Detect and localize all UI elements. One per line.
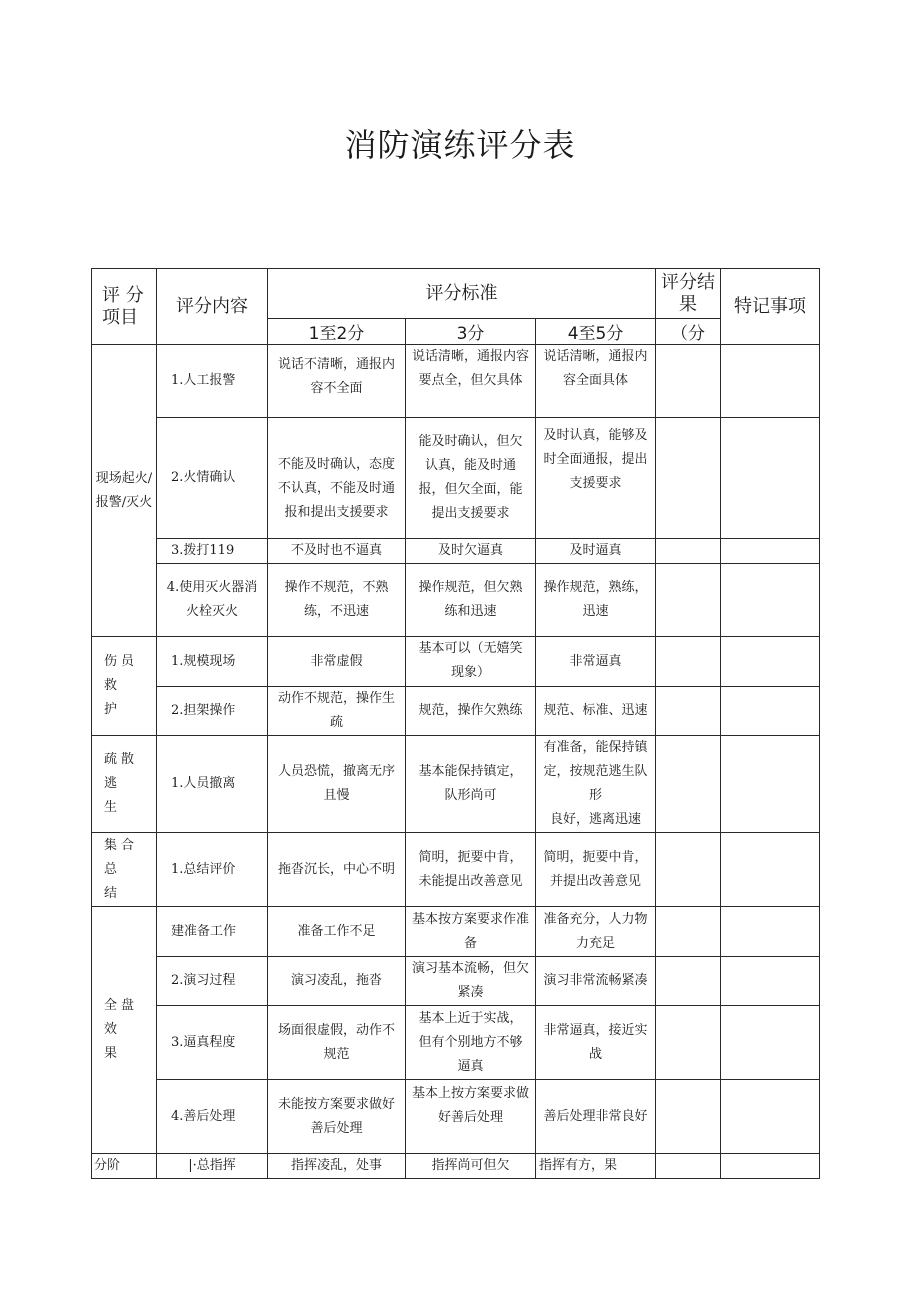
standard-mid: 基本能保持镇定， 队形尚可: [406, 736, 536, 833]
notes-cell[interactable]: [721, 833, 820, 907]
result-cell[interactable]: [656, 564, 721, 637]
standard-high: 说话清晰，通报内 容全面具体: [536, 345, 656, 418]
standard-low: 场面很虚假，动作不 规范: [268, 1006, 406, 1080]
standard-high: 非常逼真，接近实 战: [536, 1006, 656, 1080]
standard-mid: 基本可以（无嬉笑 现象）: [406, 637, 536, 687]
standard-low: 操作不规范，不熟 练，不迅速: [268, 564, 406, 637]
item-cell: 4.善后处理: [157, 1080, 268, 1154]
standard-mid: 操作规范，但欠熟 练和迅速: [406, 564, 536, 637]
standard-mid: 基本上近于实战， 但有个别地方不够 逼真: [406, 1006, 536, 1080]
header-result: 评分结 果: [656, 269, 721, 319]
notes-cell[interactable]: [721, 539, 820, 564]
standard-high: 指挥有方，果: [536, 1154, 656, 1179]
item-cell: 1.人员撤离: [157, 736, 268, 833]
standard-mid: 简明，扼要中肯， 未能提出改善意见: [406, 833, 536, 907]
notes-cell[interactable]: [721, 907, 820, 957]
standard-mid: 基本上按方案要求做 好善后处理: [406, 1080, 536, 1154]
standard-low: 人员恐慌，撤离无序 且慢: [268, 736, 406, 833]
standard-high: 简明，扼要中肯， 并提出改善意见: [536, 833, 656, 907]
item-cell: 2.火情确认: [157, 418, 268, 539]
standard-mid: 规范，操作欠熟练: [406, 687, 536, 736]
page-title: 消防演练评分表: [344, 126, 576, 164]
item-cell: |·总指挥: [157, 1154, 268, 1179]
category-cell: 集合总 结: [92, 833, 157, 907]
result-cell[interactable]: [656, 637, 721, 687]
item-cell: 1.规模现场: [157, 637, 268, 687]
item-cell: 3.拨打119: [157, 539, 268, 564]
standard-mid: 能及时确认，但欠 认真，能及时通 报，但欠全面，能 提出支援要求: [406, 418, 536, 539]
category-cell: 现场起火/ 报警/灭火: [92, 345, 157, 637]
standard-high: 及时认真，能够及 时全面通报，提出 支援要求: [536, 418, 656, 539]
standard-high: 及时逼真: [536, 539, 656, 564]
category-cell: 全盘效 果: [92, 907, 157, 1154]
result-cell[interactable]: [656, 1080, 721, 1154]
header-content: 评分内容: [157, 269, 268, 345]
notes-cell[interactable]: [721, 637, 820, 687]
standard-mid: 及时欠逼真: [406, 539, 536, 564]
standard-low: 准备工作不足: [268, 907, 406, 957]
standard-high: 规范、标准、迅速: [536, 687, 656, 736]
standard-low: 演习凌乱，拖沓: [268, 957, 406, 1006]
item-cell: 4.使用灭火器消 火栓灭火: [157, 564, 268, 637]
standard-mid: 演习基本流畅，但欠 紧凑: [406, 957, 536, 1006]
standard-mid: 说话清晰，通报内容 要点全，但欠具体: [406, 345, 536, 418]
standard-low: 说话不清晰，通报内 容不全面: [268, 345, 406, 418]
header-item: 评 分 项目: [92, 269, 157, 345]
category-cell: 分阶: [92, 1154, 157, 1179]
standard-low: 拖沓沉长，中心不明: [268, 833, 406, 907]
notes-cell[interactable]: [721, 418, 820, 539]
header-notes: 特记事项: [721, 269, 820, 345]
result-cell[interactable]: [656, 833, 721, 907]
notes-cell[interactable]: [721, 957, 820, 1006]
score-table: [91, 268, 820, 1179]
notes-cell[interactable]: [721, 1006, 820, 1080]
notes-cell[interactable]: [721, 736, 820, 833]
item-cell: 建准备工作: [157, 907, 268, 957]
standard-high: 演习非常流畅紧凑: [536, 957, 656, 1006]
category-cell: 伤员救 护: [92, 637, 157, 736]
standard-mid: 基本按方案要求作准 备: [406, 907, 536, 957]
result-cell[interactable]: [656, 418, 721, 539]
result-cell[interactable]: [656, 539, 721, 564]
result-cell[interactable]: [656, 957, 721, 1006]
result-cell[interactable]: [656, 1154, 721, 1179]
item-cell: 3.逼真程度: [157, 1006, 268, 1080]
header-score-high: 4至5分: [536, 319, 656, 345]
standard-high: 操作规范，熟练， 迅速: [536, 564, 656, 637]
header-standard: 评分标准: [268, 269, 656, 319]
standard-high: 非常逼真: [536, 637, 656, 687]
result-cell[interactable]: [656, 687, 721, 736]
notes-cell[interactable]: [721, 687, 820, 736]
item-cell: 2.担架操作: [157, 687, 268, 736]
standard-low: 不能及时确认，态度 不认真，不能及时通 报和提出支援要求: [268, 418, 406, 539]
standard-high: 有准备，能保持镇 定，按规范逃生队形 良好，逃离迅速: [536, 736, 656, 833]
notes-cell[interactable]: [721, 345, 820, 418]
result-cell[interactable]: [656, 1006, 721, 1080]
item-cell: 1.人工报警: [157, 345, 268, 418]
header-result-unit: （分: [656, 319, 721, 345]
standard-low: 指挥凌乱，处事: [268, 1154, 406, 1179]
notes-cell[interactable]: [721, 1154, 820, 1179]
item-cell: 1.总结评价: [157, 833, 268, 907]
standard-low: 非常虚假: [268, 637, 406, 687]
category-cell: 疏散逃 生: [92, 736, 157, 833]
item-cell: 2.演习过程: [157, 957, 268, 1006]
standard-high: 善后处理非常良好: [536, 1080, 656, 1154]
standard-high: 准备充分，人力物 力充足: [536, 907, 656, 957]
standard-low: 不及时也不逼真: [268, 539, 406, 564]
notes-cell[interactable]: [721, 564, 820, 637]
result-cell[interactable]: [656, 345, 721, 418]
header-score-mid: 3分: [406, 319, 536, 345]
standard-low: 未能按方案要求做好 善后处理: [268, 1080, 406, 1154]
notes-cell[interactable]: [721, 1080, 820, 1154]
standard-mid: 指挥尚可但欠: [406, 1154, 536, 1179]
result-cell[interactable]: [656, 907, 721, 957]
standard-low: 动作不规范，操作生 疏: [268, 687, 406, 736]
result-cell[interactable]: [656, 736, 721, 833]
header-score-low: 1至2分: [268, 319, 406, 345]
